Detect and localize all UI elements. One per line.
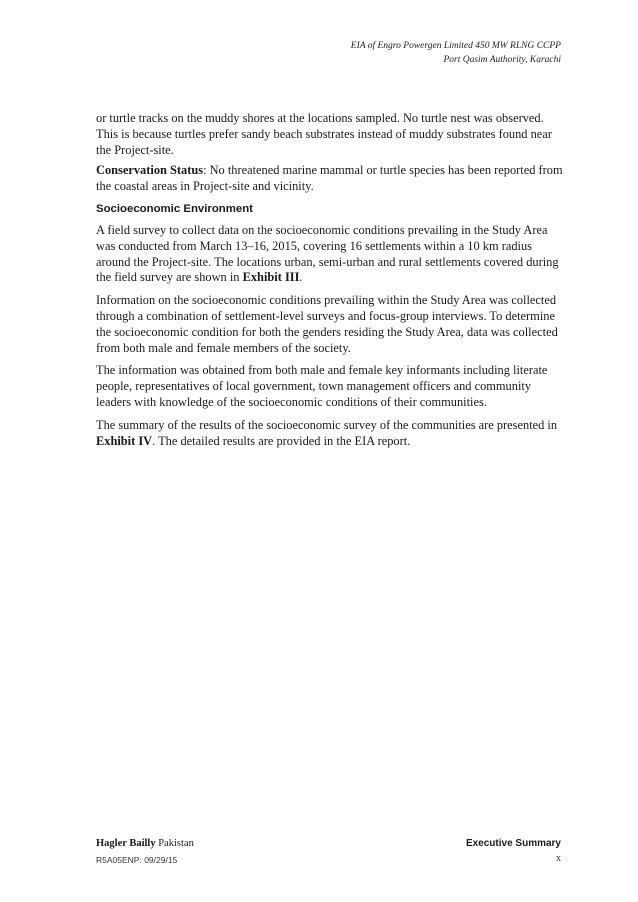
conservation-status-label: Conservation Status [96,163,204,178]
footer-company-country: Pakistan [155,838,194,849]
paragraph-field-survey [96,223,566,286]
conservation-status-text: : No threatened marine mammal or turtle species has been reported from the coastal areas in Project-site and vicinity. [96,163,563,194]
page-header [351,39,561,67]
header-location: Port Qasim Authority, Karachi [443,55,561,65]
field-survey-text: A field survey to collect data on the socioeconomic conditions prevailing in the Study Area was conducted from March 13–16, 2015, covering 16 settlements within a 10 km radius around the Project-site. The locations urban, semi-urban and rural settlements covered during the field survey are shown in [96,222,559,285]
document-body [96,111,566,456]
paragraph-summary-results [96,418,566,450]
summary-results-end: . The detailed results are provided in the EIA report. [152,433,411,448]
footer-company-name: Hagler Bailly [96,838,156,849]
exhibit-iii-reference: Exhibit III [242,270,300,285]
header-project-title: EIA of Engro Powergen Limited 450 MW RLNG CCPP [350,41,561,51]
field-survey-end: . [299,270,303,285]
summary-results-text: The summary of the results of the socioeconomic survey of the communities are presented in [96,417,558,432]
footer-company [96,838,194,849]
exhibit-iv-reference: Exhibit IV [96,433,153,448]
paragraph-turtle-tracks: or turtle tracks on the muddy shores at the locations sampled. No turtle nest was observed. This is because turtles prefer sandy beach substrates instead of muddy substrates found near the Project-site. [96,111,552,157]
footer-page-number: x [556,853,561,864]
paragraph-key-informants: The information was obtained from both male and female key informants including literate people, representatives of local government, town management officers and community leaders with knowledge of the socioeconomic conditions of their communities. [96,363,548,409]
paragraph-conservation-status [96,163,566,195]
paragraph-information-collection: Information on the socioeconomic conditions prevailing within the Study Area was collected through a combination of settlement-level surveys and focus-group interviews. To determine the socioeconomic condition for both the genders residing the Study Area, data was collected from both male and female members of the society. [96,293,558,355]
footer-document-code: R5A05ENP: 09/29/15 [96,855,178,865]
footer-section-title: Executive Summary [465,838,561,849]
socioeconomic-heading: Socioeconomic Environment [96,202,253,215]
